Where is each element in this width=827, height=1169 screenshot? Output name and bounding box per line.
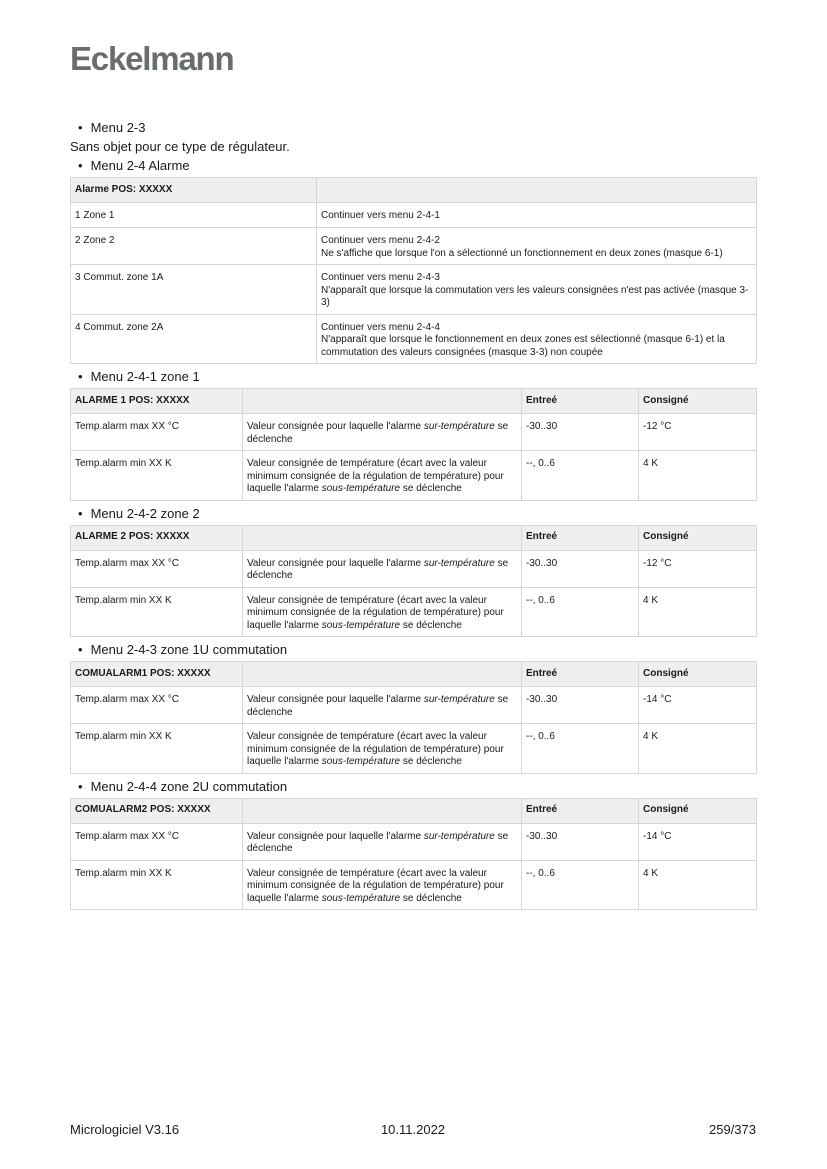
consigne-header: Consigné: [639, 389, 757, 414]
row-desc-line1: Continuer vers menu 2-4-3: [321, 272, 440, 283]
row-desc-line1: Continuer vers menu 2-4-1: [321, 210, 440, 221]
row-value: 4 K: [639, 860, 757, 910]
table-header-cell: [243, 798, 522, 823]
alarm-section-1: [70, 369, 756, 501]
row-label: 4 Commut. zone 2A: [71, 314, 317, 364]
desc-text: se déclenche: [400, 756, 462, 767]
desc-emphasis: sur-température: [423, 694, 495, 705]
table-header-cell: [243, 525, 522, 550]
row-value: 4 K: [639, 451, 757, 501]
row-desc-line1: Continuer vers menu 2-4-2: [321, 235, 440, 246]
menu-2-4-heading: • Menu 2-4 Alarme: [78, 158, 756, 174]
row-label: Temp.alarm min XX K: [71, 724, 243, 774]
desc-text: Valeur consignée pour laquelle l'alarme: [247, 421, 424, 432]
menu-2-4-table: [70, 177, 757, 364]
eckelmann-logo: Eckelmann: [70, 40, 234, 77]
table-header-cell: COMUALARM2 POS: XXXXX: [71, 798, 243, 823]
row-desc: [243, 687, 522, 724]
table-header-row: [71, 178, 757, 203]
desc-text: se déclenche: [400, 483, 462, 494]
row-desc: [243, 860, 522, 910]
menu-2-3-heading: • Menu 2-3: [78, 120, 756, 136]
table-header-cell: ALARME 1 POS: XXXXX: [71, 389, 243, 414]
row-desc-line2: Ne s'affiche que lorsque l'on a sélectionné un fonctionnement en deux zones (masque 6-1): [321, 247, 723, 259]
desc-emphasis: sur-température: [423, 557, 495, 569]
alarm-table: [70, 661, 757, 774]
table-header-cell: COMUALARM1 POS: XXXXX: [71, 662, 243, 687]
consigne-header: Consigné: [639, 798, 757, 823]
row-desc: [243, 550, 522, 587]
consigne-header: Consigné: [639, 662, 757, 687]
row-range: -30..30: [522, 687, 639, 724]
table-header-cell: [243, 389, 522, 414]
row-label: Temp.alarm max XX °C: [71, 550, 243, 587]
table-header-row: [71, 525, 757, 550]
alarm-table: [70, 525, 757, 638]
table-header-cell: [317, 178, 757, 203]
desc-emphasis: sur-température: [423, 421, 495, 432]
table-row: [71, 860, 757, 910]
table-row: [71, 724, 757, 774]
row-desc-line1: Continuer vers menu 2-4-4: [321, 321, 440, 333]
row-range: --, 0..6: [522, 724, 639, 774]
row-range: --, 0..6: [522, 587, 639, 637]
row-range: --, 0..6: [522, 451, 639, 501]
menu-2-3-text: Sans objet pour ce type de régulateur.: [70, 139, 290, 154]
entree-header: Entreé: [522, 525, 639, 550]
row-value: -12 °C: [639, 414, 757, 451]
alarm-table: [70, 388, 757, 501]
row-desc: [243, 724, 522, 774]
section-heading: • Menu 2-4-2 zone 2: [78, 506, 756, 522]
table-header-cell: ALARME 2 POS: XXXXX: [71, 525, 243, 550]
desc-text: se déclenche: [247, 557, 509, 581]
alarm-section-4: [70, 779, 756, 911]
table-header-cell: [243, 662, 522, 687]
row-desc: [317, 314, 757, 364]
row-label: Temp.alarm min XX K: [71, 451, 243, 501]
section-heading: • Menu 2-4-3 zone 1U commutation: [78, 642, 756, 658]
desc-text: Valeur consignée de température (écart avec la valeur minimum consignée de la régulation de température) pour laquelle l'alarme: [247, 731, 504, 767]
entree-header: Entreé: [522, 798, 639, 823]
desc-emphasis: sous-température: [321, 756, 401, 767]
section-heading: • Menu 2-4-4 zone 2U commutation: [78, 779, 756, 795]
desc-emphasis: sous-température: [321, 892, 401, 904]
table-row: [71, 265, 757, 315]
desc-text: se déclenche: [247, 694, 509, 718]
row-value: 4 K: [639, 724, 757, 774]
table-header-row: [71, 798, 757, 823]
desc-emphasis: sous-température: [321, 483, 401, 494]
row-label: 1 Zone 1: [71, 203, 317, 228]
entree-header: Entreé: [522, 662, 639, 687]
row-value: -14 °C: [639, 687, 757, 724]
alarm-section-2: [70, 506, 756, 638]
row-range: -30..30: [522, 823, 639, 860]
row-label: Temp.alarm min XX K: [71, 587, 243, 637]
table-header-row: [71, 662, 757, 687]
table-row: [71, 587, 757, 637]
table-row: [71, 823, 757, 860]
row-desc: [317, 265, 757, 315]
row-range: -30..30: [522, 550, 639, 587]
page-footer: [70, 1122, 756, 1138]
row-desc-line2: N'apparaît que lorsque le fonctionnement en deux zones est sélectionné (masque 6-1) et la commutation des valeurs consignées (masque 3-3) non coupée: [321, 334, 725, 358]
row-desc: [243, 414, 522, 451]
desc-text: Valeur consignée pour laquelle l'alarme: [247, 557, 424, 569]
row-range: -30..30: [522, 414, 639, 451]
table-row: [71, 550, 757, 587]
row-label: Temp.alarm min XX K: [71, 860, 243, 910]
footer-date: 10.11.2022: [380, 1122, 446, 1137]
section-heading: • Menu 2-4-1 zone 1: [78, 369, 756, 385]
row-label: 3 Commut. zone 1A: [71, 265, 317, 315]
page-content: [70, 120, 756, 915]
desc-text: se déclenche: [400, 619, 462, 631]
row-label: 2 Zone 2: [71, 228, 317, 265]
desc-text: Valeur consignée pour laquelle l'alarme: [247, 694, 424, 705]
row-desc: [243, 823, 522, 860]
desc-text: Valeur consignée de température (écart avec la valeur minimum consignée de la régulation de température) pour laquelle l'alarme: [247, 594, 504, 631]
row-label: Temp.alarm max XX °C: [71, 414, 243, 451]
row-value: -14 °C: [639, 823, 757, 860]
row-range: --, 0..6: [522, 860, 639, 910]
row-label: Temp.alarm max XX °C: [71, 687, 243, 724]
desc-emphasis: sur-température: [423, 830, 495, 842]
table-row: [71, 451, 757, 501]
footer-firmware: Micrologiciel V3.16: [70, 1122, 180, 1137]
table-header-row: [71, 389, 757, 414]
alarm-section-3: [70, 642, 756, 774]
row-value: 4 K: [639, 587, 757, 637]
desc-text: se déclenche: [247, 830, 509, 854]
alarm-table: [70, 798, 757, 911]
table-row: [71, 314, 757, 364]
row-desc: [317, 203, 757, 228]
entree-header: Entreé: [522, 389, 639, 414]
table-row: [71, 203, 757, 228]
row-desc: [243, 451, 522, 501]
footer-page-number: 259/373: [709, 1122, 756, 1137]
desc-text: se déclenche: [400, 892, 462, 904]
desc-text: Valeur consignée de température (écart avec la valeur minimum consignée de la régulation de température) pour laquelle l'alarme: [247, 458, 504, 494]
table-row: [71, 414, 757, 451]
consigne-header: Consigné: [639, 525, 757, 550]
row-value: -12 °C: [639, 550, 757, 587]
desc-text: se déclenche: [247, 421, 509, 445]
row-label: Temp.alarm max XX °C: [71, 823, 243, 860]
desc-emphasis: sous-température: [321, 619, 401, 631]
table-row: [71, 228, 757, 265]
desc-text: Valeur consignée de température (écart avec la valeur minimum consignée de la régulation de température) pour laquelle l'alarme: [247, 867, 504, 904]
row-desc-line2: N'apparaît que lorsque la commutation vers les valeurs consignées n'est pas activée (masque 3-3): [321, 284, 749, 308]
table-row: [71, 687, 757, 724]
row-desc: [243, 587, 522, 637]
row-desc: [317, 228, 757, 265]
table-header-cell: Alarme POS: XXXXX: [71, 178, 317, 203]
desc-text: Valeur consignée pour laquelle l'alarme: [247, 830, 424, 842]
